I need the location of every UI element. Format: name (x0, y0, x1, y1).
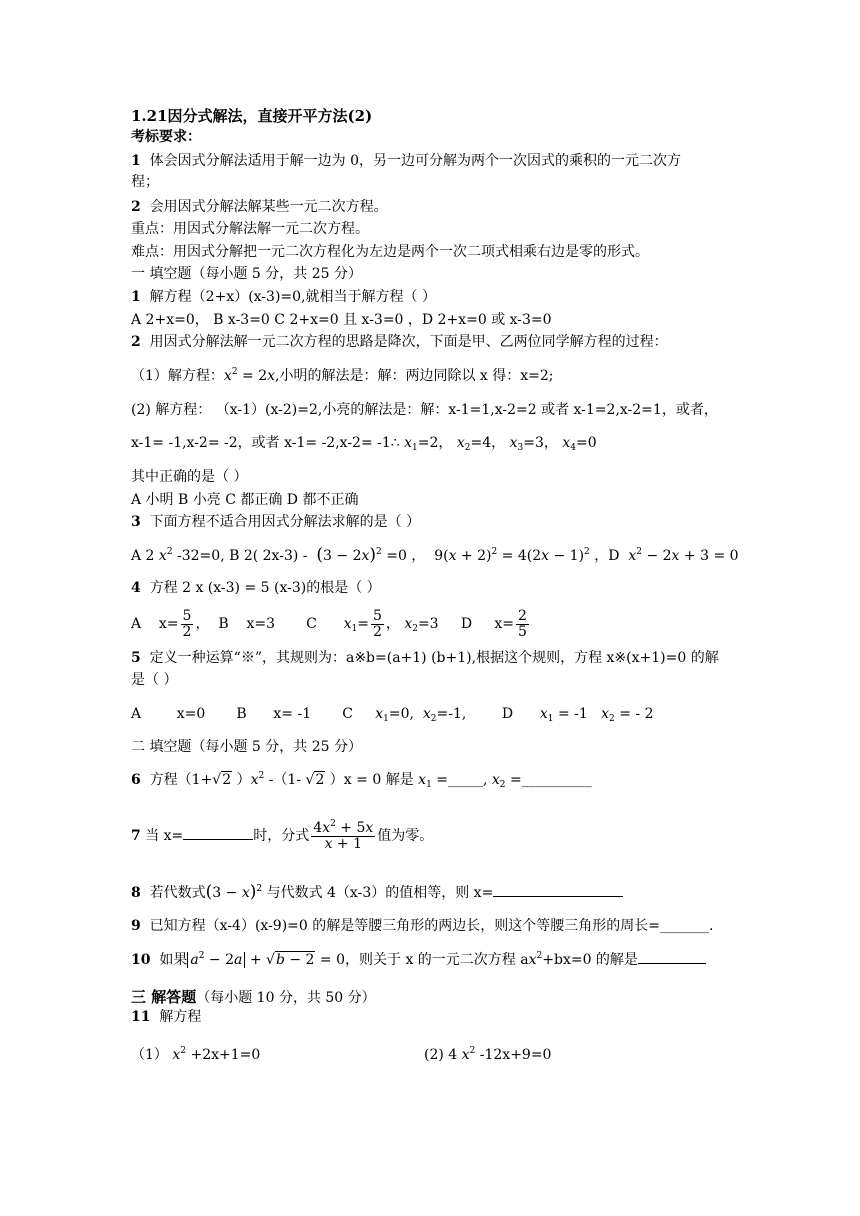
question-5 (131, 648, 719, 668)
difficult-point: 难点：用因式分解把一元二次方程化为左边是两个一次二项式相乘右边是零的形式。 (131, 244, 649, 260)
question-number: 3 (131, 514, 141, 530)
answer-blank[interactable] (493, 896, 623, 897)
question-2-options: A 小明 B 小亮 C 都正确 D 都不正确 (131, 492, 359, 508)
question-number: 10 (131, 952, 151, 968)
question-2-prompt: 其中正确的是（ ） (131, 469, 248, 485)
question-9 (131, 916, 713, 936)
question-4-options: A x= $\frac{5}{2}$ ， B x=3 C $x_1=$ $\frac{5}{2}$ ， $x_2=3$ D x= $\frac{2}{5}$ (131, 607, 527, 640)
roots: $x_1=2$， $x_2=4$， $x_3=3$， $x_4=0$ (404, 435, 597, 453)
requirement-1 (131, 151, 681, 171)
question-3-options: A 2 $x^2$ -32=0, B 2( $2x-3) - (3 - 2x)^2 =0$ ， $9(x + 2)^2 = 4(2x - 1)^2$ ，D $x^2 - 2x + 3 = 0$ (131, 545, 739, 565)
question-number: 8 (131, 885, 141, 901)
question-2-part-2: (2) 解方程： （x-1）(x-2)=2,小亮的解法是：解：x-1=1,x-2=2 或者 x-1=2,x-2=1，或者， (131, 402, 718, 418)
question-11 (131, 1007, 201, 1027)
question-text: 已知方程（x-4）(x-9)=0 的解是等腰三角形的两边长，则这个等腰三角形的周长=_______. (149, 918, 714, 934)
requirement-number: 1 (131, 153, 141, 169)
requirement-1-continued: 程； (131, 174, 159, 190)
requirements-heading: 考标要求： (131, 129, 201, 145)
question-number: 6 (131, 772, 141, 788)
question-1 (131, 287, 436, 307)
question-2-part-3: x-1= -1,x-2= -2，或者 x-1= -2,x-2= -1∴ $x_1=2$， $x_2=4$， $x_3=3$， $x_4=0$ (131, 435, 597, 453)
requirement-text: 体会因式分解法适用于解一边为 0，另一边可分解为两个一次因式的乘积的一元二次方 (149, 153, 682, 169)
question-4 (131, 578, 381, 598)
question-text: 方程 2 x (x-3) = 5 (x-3)的根是（ ） (149, 580, 381, 596)
equation: $x^2 = 2x$ (223, 367, 276, 384)
section-2-heading: 二 填空题（每小题 5 分，共 25 分） (131, 739, 362, 755)
question-5-continued: 是（ ） (131, 672, 178, 688)
requirement-text: 会用因式分解法解某些一元二次方程。 (149, 199, 388, 215)
question-11-parts (131, 1045, 691, 1065)
fraction: $\frac{4x^2 + 5x}{x + 1}$ (313, 818, 374, 852)
question-5-options: A x=0 B x= -1 C $x_1=0$, $x_2=-1$, D $x_1 = -1$ $x_2$ = - 2 (131, 706, 654, 724)
question-text: 解方程 (159, 1009, 202, 1025)
question-number: 4 (131, 580, 141, 596)
section-3-heading: 三 解答题（每小题 10 分，共 50 分） (131, 988, 376, 1006)
question-6 (131, 770, 592, 790)
answer-blank[interactable] (638, 963, 706, 964)
question-2 (131, 332, 668, 352)
requirement-2 (131, 197, 388, 217)
question-8: 8 若代数式$(3 - x)^2$ 与代数式 4（x-3）的值相等，则 x= (131, 882, 623, 903)
question-text: 下面方程不适合用因式分解法求解的是（ ） (149, 514, 421, 530)
question-text: 解方程（2+x）(x-3)=0,就相当于解方程（ ） (149, 289, 436, 305)
question-number: 2 (131, 334, 141, 350)
key-point: 重点：用因式分解法解一元二次方程。 (131, 221, 369, 237)
answer-blank[interactable] (183, 839, 253, 840)
question-number: 5 (131, 650, 141, 666)
part-1: （1） $x^2 +2x+1=0$ (131, 1046, 261, 1063)
question-text: 用因式分解法解一元二次方程的思路是降次，下面是甲、乙两位同学解方程的过程： (149, 334, 668, 350)
question-7: 7 当 x= 时，分式 $\frac{4x^2 + 5x}{x + 1}$ 值为零。 (131, 818, 434, 852)
question-number: 7 (131, 828, 141, 844)
question-number: 1 (131, 289, 141, 305)
question-number: 11 (131, 1009, 151, 1025)
question-text: 方程（1+√2 ）$x^2$ -（1- √2 ）x = 0 解是 $x_1$ =_____, $x_2$ =__________ (149, 771, 592, 790)
question-10: 10 如果 $a^2 - 2a + √b - 2 = 0$，则关于 x 的一元二次方程 $ax^2+bx=0$ 的解是 (131, 950, 706, 970)
question-2-part-1: （1）解方程：$x^2 = 2x$,小明的解法是：解：两边同除以 x 得：x=2; (131, 367, 554, 384)
question-3 (131, 512, 420, 532)
requirement-number: 2 (131, 199, 141, 215)
part-2: (2) 4 $x^2$ -12x+9=0 (424, 1046, 552, 1063)
question-number: 9 (131, 918, 141, 934)
section-1-heading: 一 填空题（每小题 5 分，共 25 分） (131, 266, 362, 282)
question-text: 定义一种运算“※”，其规则为：a※b=(a+1) (b+1),根据这个规则，方程 x※(x+1)=0 的解 (149, 650, 719, 666)
page-title: 1.21因分式解法，直接开平方法(2) (131, 107, 373, 125)
question-1-options: A 2+x=0， B x-3=0 C 2+x=0 且 x-3=0 ，D 2+x=0 或 x-3=0 (131, 312, 552, 328)
